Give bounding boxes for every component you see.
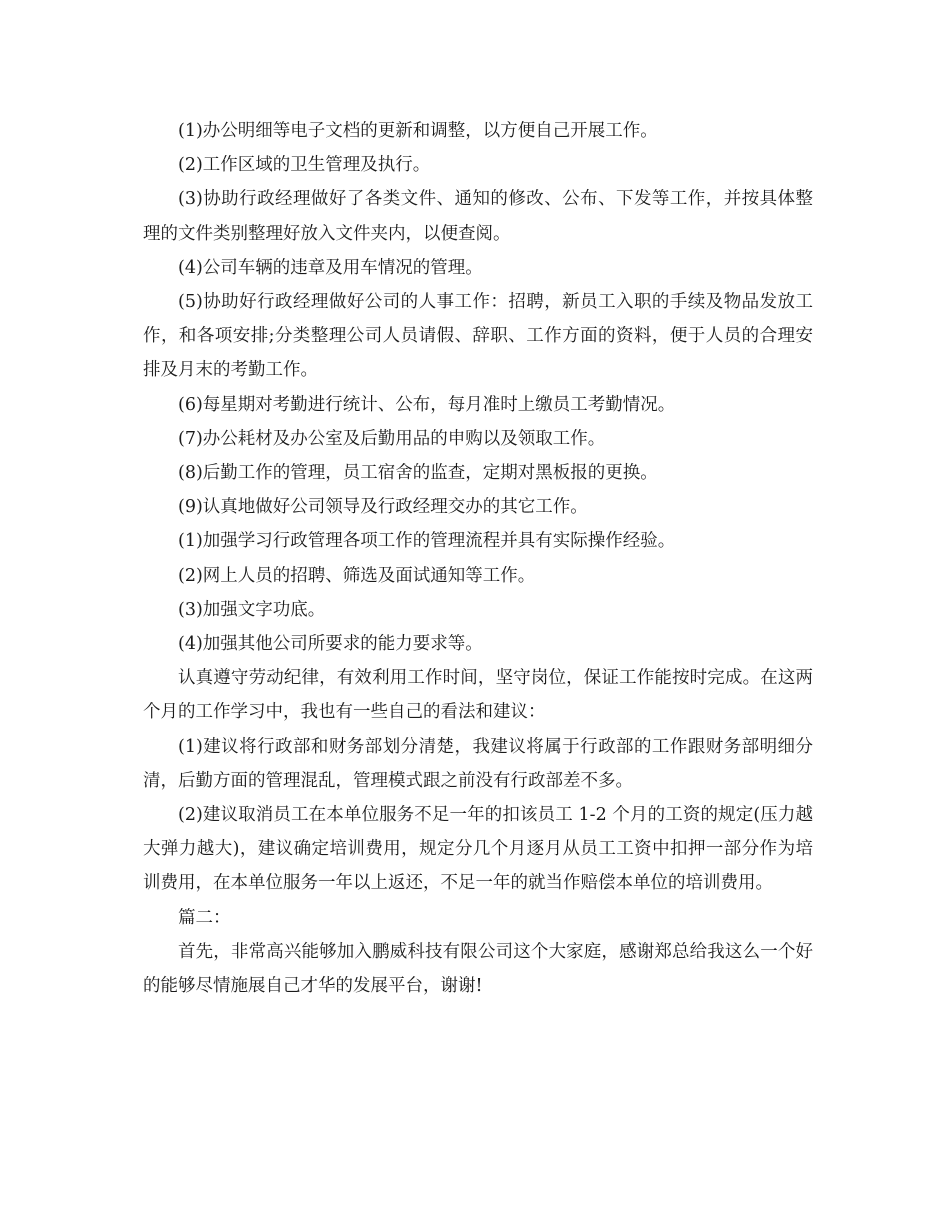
paragraph-suggestion-2: (2)建议取消员工在本单位服务不足一年的扣该员工 1-2 个月的工资的规定(压力越大弹力越大)，建议确定培训费用，规定分几个月逐月从员工工资中扣押一部分作为培训费用，在本单位服务一年以上返还，不足一年的就当作赔偿本单位的培训费用。 (143, 805, 813, 894)
paragraph-improve-4: (4)加强其他公司所要求的能力要求等。 (178, 634, 483, 655)
paragraph-improve-3: (3)加强文字功底。 (178, 599, 326, 620)
section-heading-part-two: 篇二： (178, 907, 231, 928)
paragraph-duty-6: (6)每星期对考勤进行统计、公布，每月准时上缴员工考勤情况。 (178, 394, 676, 415)
paragraph-duty-3: (3)协助行政经理做好了各类文件、通知的修改、公布、下发等工作，并按具体整理的文件类别整理好放入文件夹内，以便查阅。 (143, 189, 813, 244)
paragraph-opening: 首先，非常高兴能够加入鹏威科技有限公司这个大家庭，感谢郑总给我这么一个好的能够尽情施展自己才华的发展平台，谢谢! (143, 941, 813, 997)
paragraph-duty-5: (5)协助好行政经理做好公司的人事工作：招聘，新员工入职的手续及物品发放工作，和各项安排;分类整理公司人员请假、辞职、工作方面的资料，便于人员的合理安排及月末的考勤工作。 (143, 292, 813, 381)
paragraph-duty-2: (2)工作区域的卫生管理及执行。 (178, 155, 431, 176)
document-body (143, 114, 813, 1003)
paragraph-discipline: 认真遵守劳动纪律，有效利用工作时间，坚守岗位，保证工作能按时完成。在这两个月的工作学习中，我也有一些自己的看法和建议： (143, 668, 813, 723)
paragraph-duty-8: (8)后勤工作的管理，员工宿舍的监查，定期对黑板报的更换。 (178, 463, 658, 484)
paragraph-duty-7: (7)办公耗材及办公室及后勤用品的申购以及领取工作。 (178, 428, 606, 449)
paragraph-duty-4: (4)公司车辆的违章及用车情况的管理。 (178, 257, 483, 278)
paragraph-duty-1: (1)办公明细等电子文档的更新和调整，以方便自己开展工作。 (178, 121, 658, 141)
paragraph-suggestion-1: (1)建议将行政部和财务部划分清楚，我建议将属于行政部的工作跟财务部明细分清，后勤方面的管理混乱，管理模式跟之前没有行政部差不多。 (143, 736, 813, 791)
paragraph-improve-2: (2)网上人员的招聘、筛选及面试通知等工作。 (178, 565, 536, 586)
paragraph-improve-1: (1)加强学习行政管理各项工作的管理流程并具有实际操作经验。 (178, 531, 676, 552)
paragraph-duty-9: (9)认真地做好公司领导及行政经理交办的其它工作。 (178, 497, 588, 518)
